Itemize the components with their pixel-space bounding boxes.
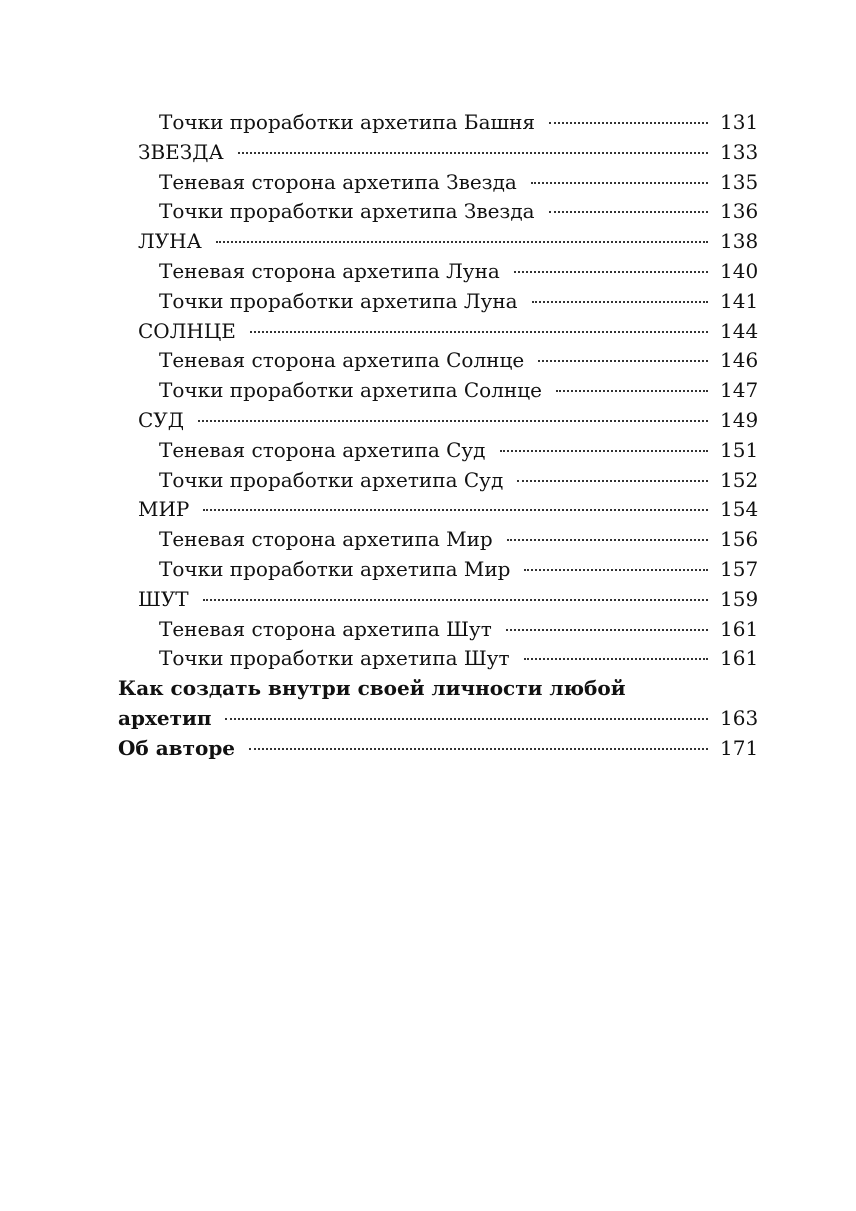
dot-leader	[556, 390, 708, 392]
toc-entry-page: 161	[720, 646, 759, 671]
toc-entry-page: 149	[720, 407, 759, 432]
toc-entry-title: СУД	[138, 407, 185, 432]
toc-entry	[118, 495, 758, 525]
toc-entry-page: 146	[720, 348, 759, 373]
toc-entry-title: Теневая сторона архетипа Мир	[159, 527, 493, 552]
toc-entry-title: ЗВЕЗДА	[138, 139, 224, 164]
toc-entry	[118, 555, 758, 585]
toc-entry	[118, 138, 758, 168]
toc-entry-title: Теневая сторона архетипа Звезда	[159, 169, 517, 194]
dot-leader	[198, 420, 708, 422]
dot-leader	[532, 301, 708, 303]
toc-chapter-title: Как создать внутри своей личности любой	[118, 676, 626, 701]
dot-leader	[507, 539, 708, 541]
toc-entry-page: 152	[720, 467, 759, 492]
dot-leader	[549, 211, 708, 213]
table-of-contents	[118, 108, 758, 764]
dot-leader	[249, 748, 708, 750]
toc-entry	[118, 168, 758, 198]
toc-entry	[118, 615, 758, 645]
dot-leader	[549, 122, 708, 124]
dot-leader	[524, 658, 708, 660]
toc-chapter	[118, 734, 758, 764]
dot-leader	[531, 182, 708, 184]
toc-chapter-page: 163	[720, 705, 759, 730]
toc-entry-page: 151	[720, 437, 759, 462]
toc-entry-title: МИР	[138, 497, 190, 522]
dot-leader	[203, 509, 708, 511]
toc-entry-title: Точки проработки архетипа Звезда	[159, 199, 535, 224]
toc-entry	[118, 287, 758, 317]
toc-entry-title: ШУТ	[138, 586, 189, 611]
toc-entry-page: 144	[720, 318, 759, 343]
toc-entry-page: 157	[720, 556, 759, 581]
dot-leader	[514, 271, 708, 273]
toc-entry-title: ЛУНА	[138, 229, 202, 254]
toc-chapter-first-line	[118, 674, 758, 704]
toc-entry	[118, 227, 758, 257]
toc-entry-title: Точки проработки архетипа Луна	[159, 288, 518, 313]
toc-entry-title: Точки проработки архетипа Шут	[159, 646, 510, 671]
toc-entry	[118, 585, 758, 615]
dot-leader	[538, 360, 708, 362]
toc-entry-title: Теневая сторона архетипа Луна	[159, 258, 500, 283]
toc-entry	[118, 466, 758, 496]
dot-leader	[225, 718, 708, 720]
toc-chapter-page: 171	[720, 735, 759, 760]
toc-entry-page: 141	[720, 288, 759, 313]
dot-leader	[238, 152, 708, 154]
toc-entry	[118, 644, 758, 674]
dot-leader	[203, 599, 708, 601]
toc-entry-page: 135	[720, 169, 759, 194]
toc-entry	[118, 197, 758, 227]
toc-entry-page: 131	[720, 110, 759, 134]
toc-entry	[118, 406, 758, 436]
toc-entry	[118, 376, 758, 406]
toc-entry-page: 136	[720, 199, 759, 224]
toc-entry-title: СОЛНЦЕ	[138, 318, 236, 343]
dot-leader	[216, 241, 708, 243]
dot-leader	[517, 480, 708, 482]
dot-leader	[500, 450, 709, 452]
toc-entry-page: 154	[720, 497, 759, 522]
toc-entry-title: Теневая сторона архетипа Суд	[159, 437, 486, 462]
toc-entry-title: Теневая сторона архетипа Солнце	[159, 348, 525, 373]
toc-entry-page: 138	[720, 229, 759, 254]
toc-entry-page: 147	[720, 378, 759, 403]
toc-entry-title: Точки проработки архетипа Суд	[159, 467, 504, 492]
toc-entry-title: Точки проработки архетипа Мир	[159, 556, 511, 581]
toc-entry	[118, 108, 758, 138]
toc-entry-title: Точки проработки архетипа Солнце	[159, 378, 542, 403]
toc-entry	[118, 525, 758, 555]
dot-leader	[250, 331, 708, 333]
toc-entry	[118, 317, 758, 347]
toc-chapter-title: архетип	[118, 705, 212, 730]
dot-leader	[506, 629, 708, 631]
toc-chapter	[118, 704, 758, 734]
toc-entry	[118, 346, 758, 376]
toc-entry	[118, 257, 758, 287]
toc-entry-page: 159	[720, 586, 759, 611]
toc-chapter-title: Об авторе	[118, 735, 236, 760]
dot-leader	[524, 569, 708, 571]
toc-entry-title: Теневая сторона архетипа Шут	[159, 616, 492, 641]
toc-entry-page: 156	[720, 527, 759, 552]
toc-entry-title: Точки проработки архетипа Башня	[159, 110, 536, 134]
toc-entry-page: 140	[720, 258, 759, 283]
toc-entry-page: 133	[720, 139, 759, 164]
toc-entry	[118, 436, 758, 466]
toc-entry-page: 161	[720, 616, 759, 641]
